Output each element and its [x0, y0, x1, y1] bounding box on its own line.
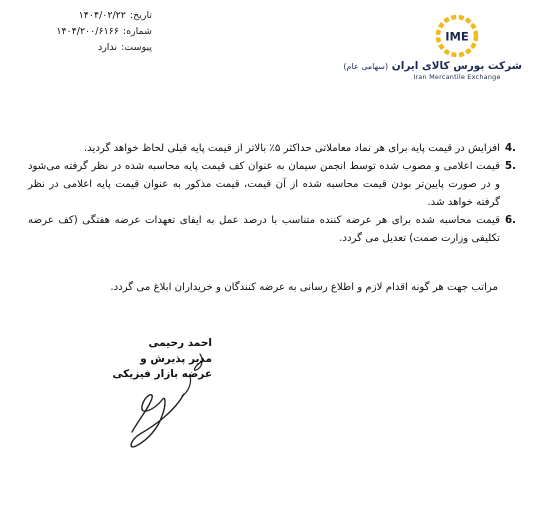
number-row [12, 24, 152, 40]
company-name-fa: شرکت بورس کالای ایران [391, 60, 522, 72]
ime-emblem-icon [429, 14, 485, 58]
clause-text: افزایش در قیمت پایه برای هر نماد معاملاتی حداکثر ۵٪ بالاتر از قیمت پایه قبلی لحاظ خواهد گردید. [83, 143, 500, 154]
company-name [343, 60, 522, 72]
number-label: شماره: [122, 26, 152, 37]
clause-item [28, 212, 516, 248]
signatory-title-line1: مدیر پذیرش و [140, 352, 212, 365]
number-value: ۱۴۰۴/۲۰۰/۶۱۶۶ [56, 26, 119, 37]
company-name-en: Iran Mercantile Exchange [413, 73, 501, 81]
date-value: ۱۴۰۴/۰۲/۲۲ [78, 10, 126, 21]
clause-item [28, 140, 516, 158]
clause-number: .6 [505, 215, 516, 226]
signatory-title-line2: عرضه بازار فیزیکی [112, 368, 212, 380]
clause-text: قیمت اعلامی و مصوب شده توسط انجمن سیمان به عنوان کف قیمت پایه محاسبه شده در نظر گرفته می‌شود و در صورت پایین‌تر بودن قیمت محاسبه شده از آن قیمت، قیمت مذکور به عنوان قیمت پایه اعلامی در نظر گرفته خواهد شد. [28, 161, 500, 208]
attachment-value: ندارد [97, 42, 118, 53]
letter-meta [12, 8, 152, 56]
closing-paragraph: مراتب جهت هر گونه اقدام لازم و اطلاع رسانی به عرضه کنندگان و خریداران ابلاغ می گردد. [110, 282, 498, 293]
clause-text: قیمت محاسبه شده برای هر عرضه کننده متناسب با درصد عمل به ایفای تعهدات عرضه هفتگی (کف عرضه تکلیفی وزارت صمت) تعدیل می گردد. [28, 215, 500, 244]
signature-block [92, 336, 242, 456]
clause-number: .5 [505, 161, 516, 172]
signatory [113, 336, 212, 383]
date-label: تاریخ: [129, 10, 152, 21]
attachment-label: پیوست: [121, 42, 152, 53]
clause-list [28, 140, 516, 248]
emblem-text: IME [445, 29, 469, 44]
company-name-suffix: (سهامی عام) [343, 62, 389, 71]
signatory-name: احمد رحیمی [148, 337, 212, 349]
clause-number: .4 [505, 143, 516, 154]
company-logo [343, 14, 522, 100]
attachment-row [12, 40, 152, 56]
date-row [12, 8, 152, 24]
clause-item [28, 158, 516, 212]
